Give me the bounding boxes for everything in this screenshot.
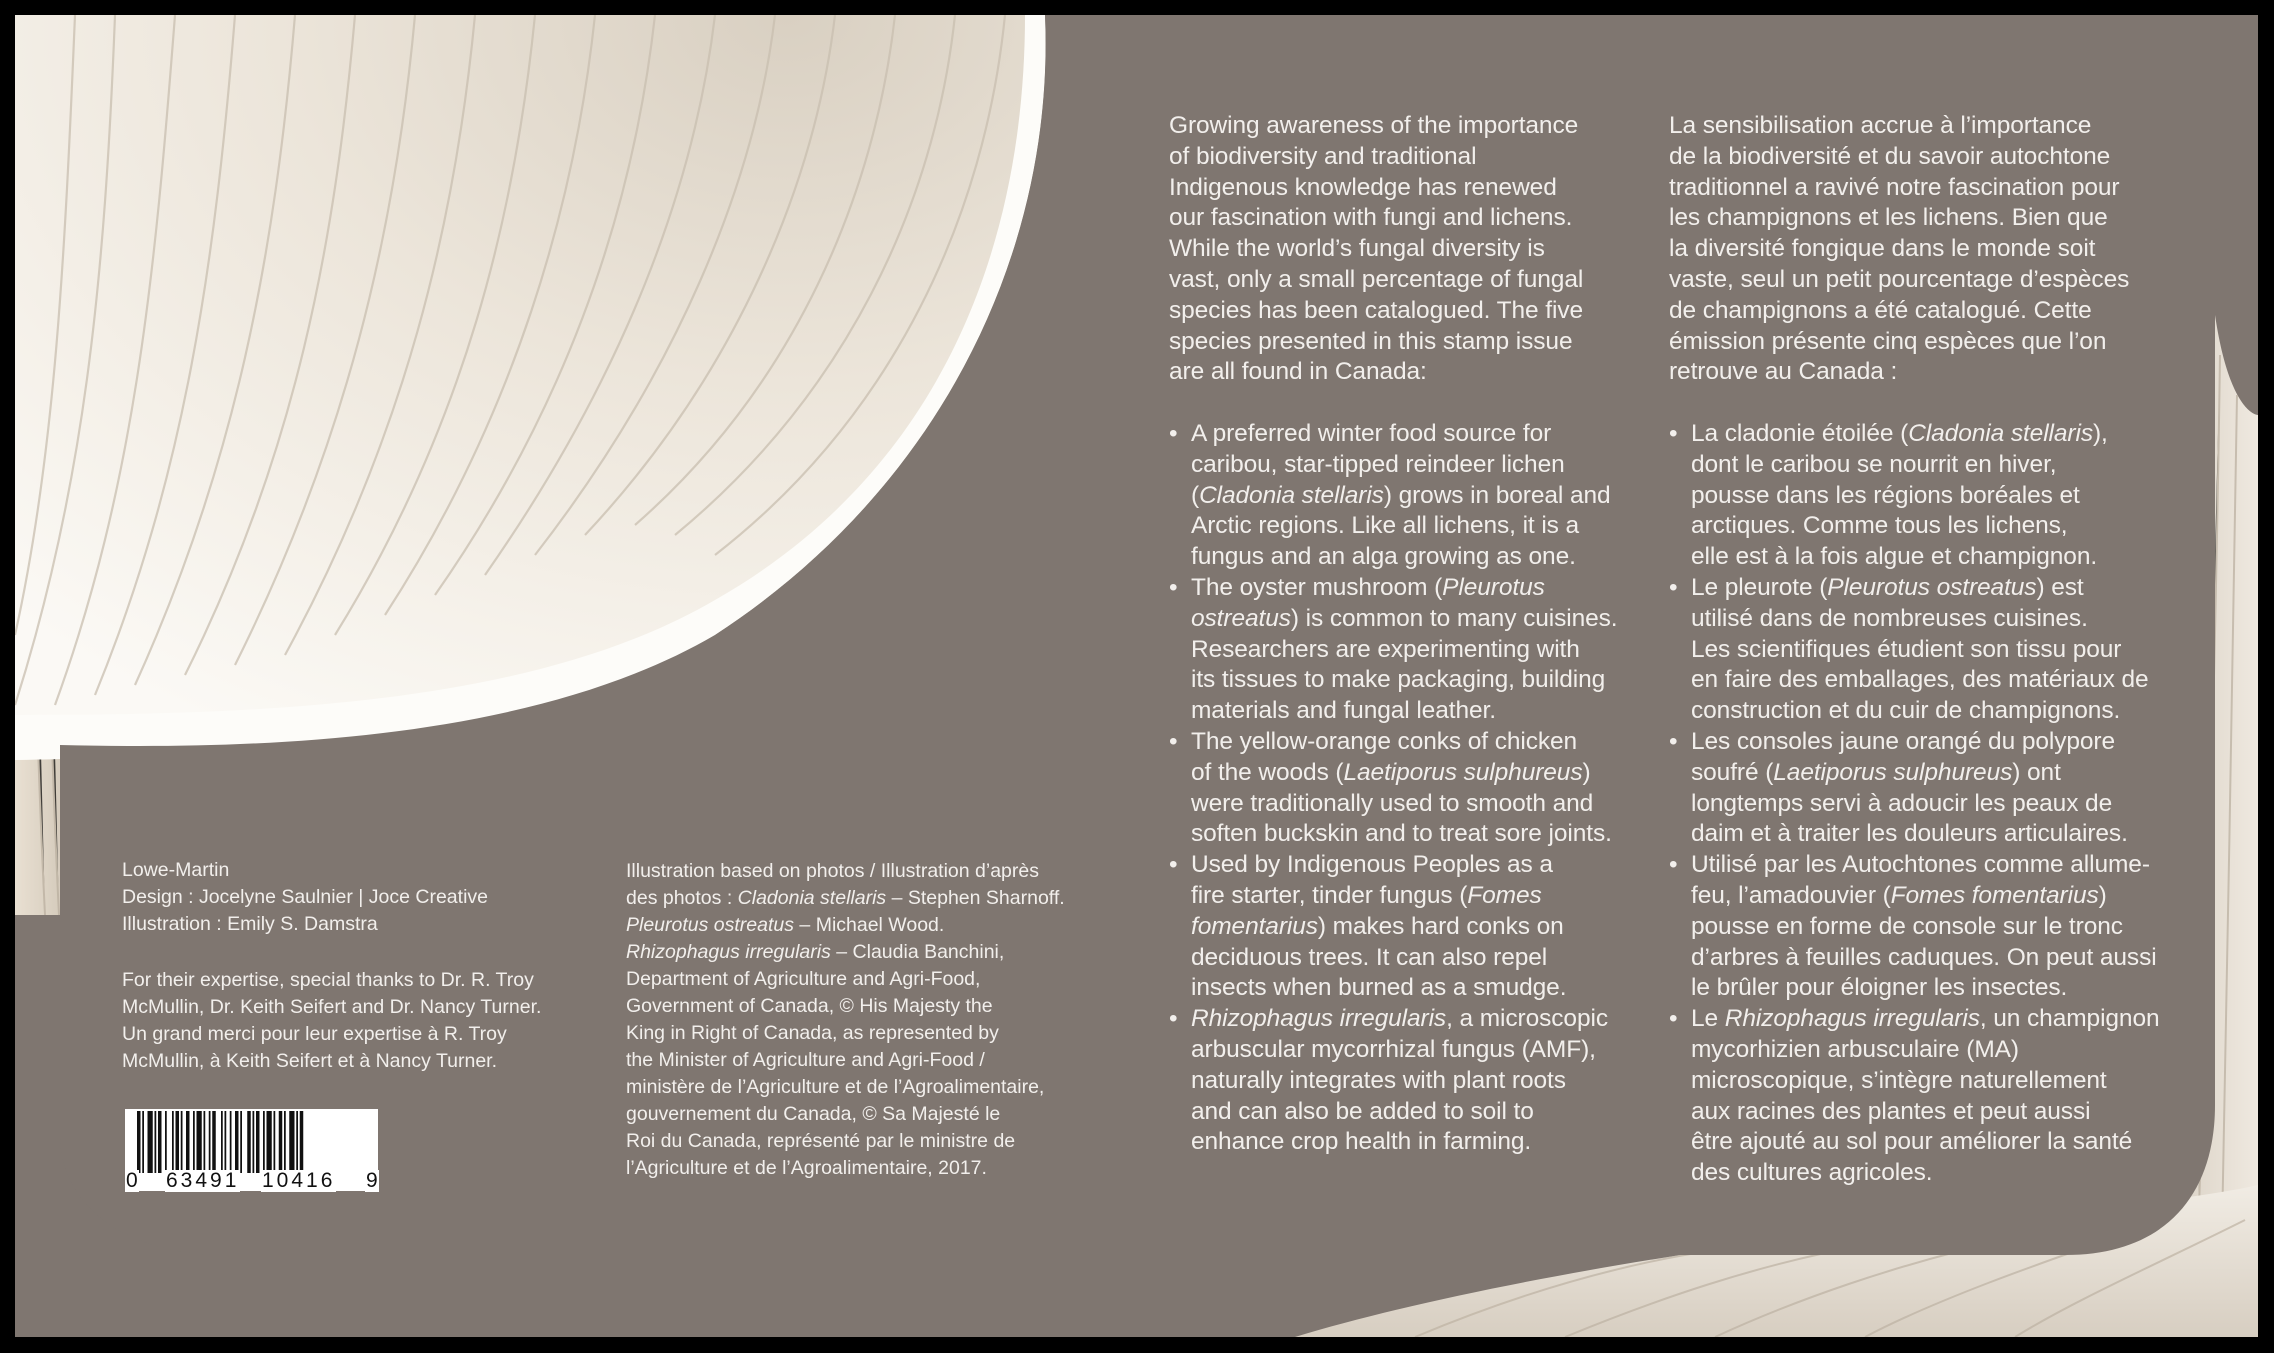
production-credits bbox=[122, 857, 592, 938]
list-item: • A preferred winter food source for caribou, star-tipped reindeer lichen (Cladonia stellaris) grows in boreal and Arctic regions. Like all lichens, it is a fungus and an alga growing as one. bbox=[1169, 419, 1629, 573]
design-credit: Design : Jocelyne Saulnier | Joce Creative bbox=[122, 886, 488, 908]
list-item: • Used by Indigenous Peoples as a fire starter, tinder fungus (Fomes fomentarius) makes hard conks on deciduous trees. It can also repel insects when burned as a smudge. bbox=[1169, 850, 1629, 1004]
barcode-bar bbox=[284, 1111, 286, 1173]
barcode-bar bbox=[165, 1111, 167, 1173]
list-item: • Le pleurote (Pleurotus ostreatus) est utilisé dans de nombreuses cuisines. Les scientifiques étudient son tissu pour en faire des emballages, des matériaux de construction et du cuir de champignons. bbox=[1669, 573, 2189, 727]
barcode-bar bbox=[235, 1111, 239, 1173]
stamp-booklet-back bbox=[15, 15, 2258, 1337]
barcode-bar bbox=[137, 1111, 141, 1173]
barcode-bar bbox=[158, 1111, 162, 1173]
barcode-bar bbox=[263, 1111, 265, 1173]
barcode-bar bbox=[186, 1111, 190, 1173]
barcode-bar bbox=[253, 1111, 255, 1173]
french-species-list bbox=[1669, 419, 2189, 1189]
barcode-bar bbox=[274, 1111, 276, 1173]
list-item: • Le Rhizophagus irregularis, un champignon mycorhizien arbusculaire (MA) microscopique, s’intègre naturellement aux racines des plantes et peut aussi être ajouté au sol pour améliorer la santé des cultures agricoles. bbox=[1669, 1004, 2189, 1189]
list-item: • The yellow-orange conks of chicken of the woods (Laetiporus sulphureus) were traditionally used to smooth and soften buckskin and to treat sore joints. bbox=[1169, 727, 1629, 850]
english-species-list bbox=[1169, 419, 1629, 1158]
list-item: • Rhizophagus irregularis, a microscopic arbuscular mycorrhizal fungus (AMF), naturally integrates with plant roots and can also be added to soil to enhance crop health in farming. bbox=[1169, 1004, 1629, 1158]
barcode-bar bbox=[197, 1111, 202, 1173]
french-column bbox=[1669, 111, 2189, 1189]
barcode-bar bbox=[172, 1111, 174, 1173]
barcode-bar bbox=[225, 1111, 227, 1173]
barcode-bar bbox=[300, 1111, 304, 1173]
barcode-bar bbox=[247, 1111, 251, 1173]
barcode-bar bbox=[267, 1111, 272, 1173]
list-item: • The oyster mushroom (Pleurotus ostreatus) is common to many cuisines. Researchers are experimenting with its tissues to make packaging, building materials and fungal leather. bbox=[1169, 573, 1629, 727]
barcode-bar bbox=[155, 1111, 157, 1173]
barcode-bar bbox=[209, 1111, 211, 1173]
acknowledgements: For their expertise, special thanks to Dr. R. Troy McMullin, Dr. Keith Seifert and Dr. Nancy Turner. Un grand merci pour leur expertise à R. Troy McMullin, à Keith Seifert et à Nancy Turner. bbox=[122, 969, 542, 1072]
barcode-bar bbox=[204, 1111, 206, 1173]
photo-credits: Illustration based on photos / Illustration d’après des photos : Cladonia stellaris – Stephen Sharnoff. Pleurotus ostreatus – Michael Wood. Rhizophagus irregularis – Claudia Banchini, Department of Agriculture and Agri-Food, Government of Canada, © His Majesty the King in Right of Canada, as represented by the Minister of Agriculture and Agri-Food / ministère de l’Agriculture et de l’Agroalimentaire, gouvernement du Canada, © Sa Majesté le Roi du Canada, représenté par le ministre de l’Agriculture et de l’Agroalimentaire, 2017. bbox=[626, 860, 1065, 1179]
barcode-bar bbox=[296, 1111, 298, 1173]
french-intro: La sensibilisation accrue à l’importance de la biodiversité et du savoir autochtone traditionnel a ravivé notre fascination pour les champignons et les lichens. Bien que la diversité fongique dans le monde soit vaste, seul un petit pourcentage d’espèces de champignons a été catalogué. Cette émission présente cinq espèces que l’on retrouve au Canada : bbox=[1669, 112, 2130, 386]
barcode-bar bbox=[176, 1111, 180, 1173]
barcode-bar bbox=[256, 1111, 260, 1173]
barcode-bar bbox=[148, 1111, 153, 1173]
barcode-bar bbox=[181, 1111, 183, 1173]
barcode-bar bbox=[193, 1111, 195, 1173]
illustration-credit: Illustration : Emily S. Damstra bbox=[122, 913, 378, 935]
barcode-bar bbox=[142, 1111, 144, 1173]
barcode-bar bbox=[279, 1111, 283, 1173]
list-item: • Utilisé par les Autochtones comme allume- feu, l’amadouvier (Fomes fomentarius) pousse en forme de console sur le tronc d’arbres à feuilles caduques. On peut aussi le brûler pour éloigner les insectes. bbox=[1669, 850, 2189, 1004]
upc-barcode: 0 63491 10416 9 bbox=[125, 1109, 378, 1191]
barcode-bar bbox=[230, 1111, 232, 1173]
barcode-bar bbox=[212, 1111, 216, 1173]
english-column bbox=[1169, 111, 1629, 1158]
barcode-bar bbox=[240, 1111, 242, 1173]
list-item: • Les consoles jaune orangé du polypore soufré (Laetiporus sulphureus) ont longtemps servi à adoucir les peaux de daim et à traiter les douleurs articulaires. bbox=[1669, 727, 2189, 850]
printer-credit: Lowe-Martin bbox=[122, 859, 230, 881]
list-item: • La cladonie étoilée (Cladonia stellaris), dont le caribou se nourrit en hiver, pousse dans les régions boréales et arctiques. Comme tous les lichens, elle est à la fois algue et champignon. bbox=[1669, 419, 2189, 573]
barcode-bar bbox=[289, 1111, 294, 1173]
english-intro: Growing awareness of the importance of biodiversity and traditional Indigenous knowledge has renewed our fascination with fungi and lichens. While the world’s fungal diversity is vast, only a small percentage of fungal species has been catalogued. The five species presented in this stamp issue are all found in Canada: bbox=[1169, 112, 1584, 386]
barcode-bar bbox=[221, 1111, 223, 1173]
